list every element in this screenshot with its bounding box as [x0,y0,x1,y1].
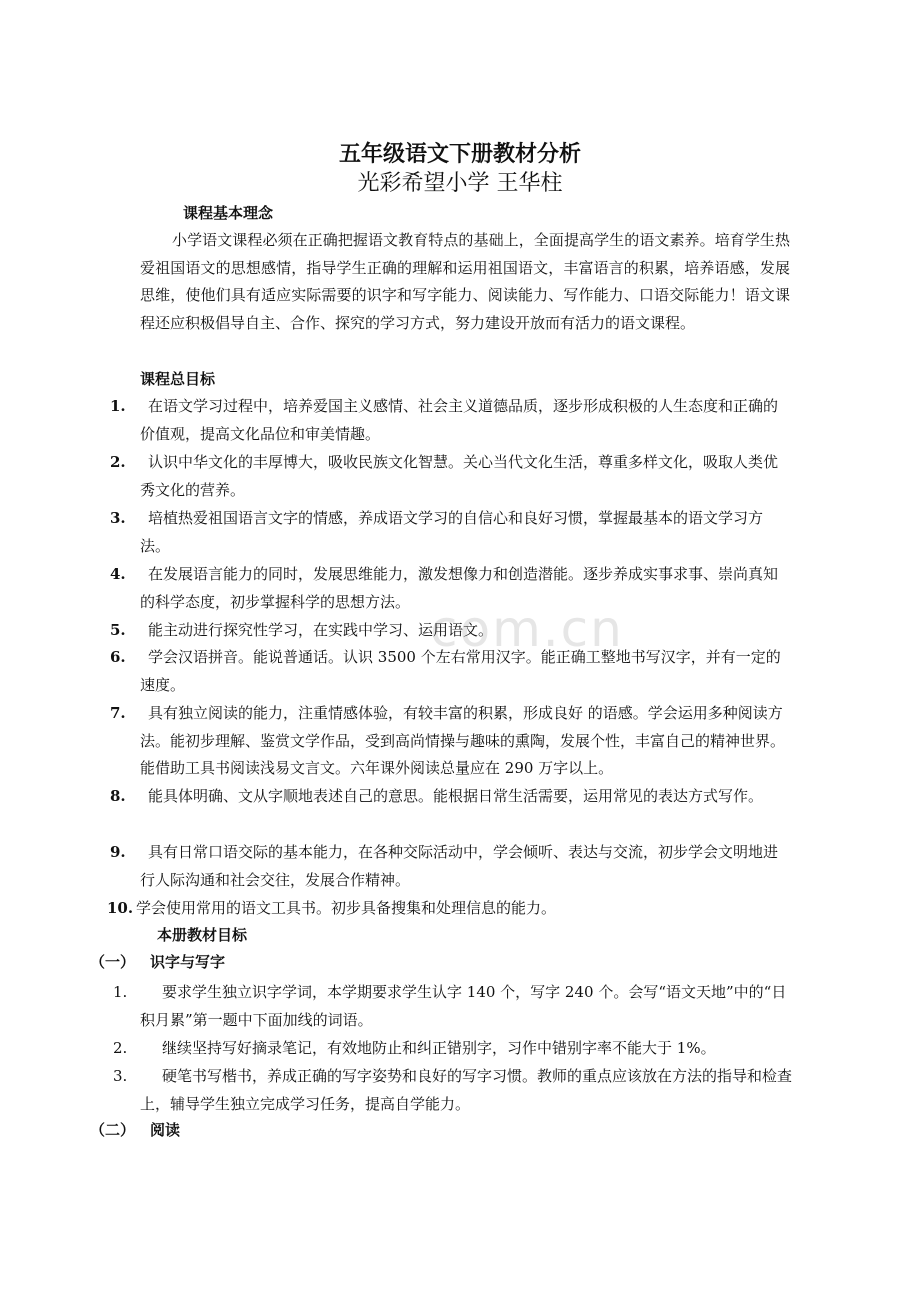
part-label: （一） [90,953,136,971]
goal-item [110,783,792,811]
goal-item [110,617,792,645]
part-title: 阅读 [150,1121,181,1139]
goal-item [110,393,792,448]
goal-number: 2. [110,453,126,471]
goal-text: 认识中华文化的丰厚博大，吸收民族文化智慧。关心当代文化生活，尊重多样文化，吸取人类优秀文化的营养。 [140,453,779,499]
literacy-text: 要求学生独立识字学词，本学期要求学生认字 140 个，写字 240 个。会写“语文天地”中的“日积月累”第一题中下面加线的词语。 [140,983,787,1029]
section-heading-overall-goals: 课程总目标 [140,370,216,388]
goal-item [107,895,792,923]
goal-number: 6. [110,648,126,666]
goal-number: 3. [110,509,126,527]
basic-concept-paragraph: 小学语文课程必须在正确把握语文教育特点的基础上，全面提高学生的语文素养。培育学生热爱祖国语文的思想感情，指导学生正确的理解和运用祖国语文，丰富语言的积累，培养语感，发展思维，使他们具有适应实际需要的识字和写字能力、阅读能力、写作能力、口语交际能力！语文课程还应积极倡导自主、合作、探究的学习方式，努力建设开放而有活力的语文课程。 [140,231,790,332]
goal-text: 在语文学习过程中，培养爱国主义感情、社会主义道德品质，逐步形成积极的人生态度和正确的价值观，提高文化品位和审美情趣。 [140,397,779,443]
goal-number: 8. [110,787,126,805]
goal-text: 学会汉语拼音。能说普通话。认识 3500 个左右常用汉字。能正确工整地书写汉字，并有一定的速度。 [140,648,781,694]
literacy-text: 硬笔书写楷书，养成正确的写字姿势和良好的写字习惯。教师的重点应该放在方法的指导和检查上，辅导学生独立完成学习任务，提高自学能力。 [140,1067,793,1113]
goal-item [110,644,792,699]
literacy-item [113,1035,792,1063]
document-subtitle: 光彩希望小学 王华柱 [357,171,563,196]
goal-item [110,839,792,894]
goal-number: 9. [110,843,126,861]
goal-number: 4. [110,565,126,583]
goal-number: 5. [110,621,126,639]
literacy-number: 2. [113,1039,128,1057]
goal-text: 具有独立阅读的能力，注重情感体验，有较丰富的积累，形成良好 的语感。学会运用多种阅读方法。能初步理解、鉴赏文学作品，受到高尚情操与趣味的熏陶，发展个性，丰富自己的精神世界。能借助工具书阅读浅易文言文。六年课外阅读总量应在 290 万字以上。 [140,704,786,777]
goal-text: 在发展语言能力的同时，发展思维能力，激发想像力和创造潜能。逐步养成实事求事、崇尚真知的科学态度，初步掌握科学的思想方法。 [140,565,779,611]
goal-number: 1. [110,397,126,415]
literacy-text: 继续坚持写好摘录笔记，有效地防止和纠正错别字，习作中错别字率不能大于 1%。 [162,1039,716,1057]
literacy-number: 1. [113,983,128,1001]
literacy-item [113,979,792,1034]
goal-text: 具有日常口语交际的基本能力，在各种交际活动中，学会倾听、表达与交流，初步学会文明地进行人际沟通和社会交往，发展合作精神。 [140,843,779,889]
section-heading-textbook-goals: 本册教材目标 [157,926,248,944]
goal-item [110,561,792,616]
goal-item [110,505,792,560]
part-title: 识字与写字 [150,953,226,971]
section-heading-basic-concept: 课程基本理念 [183,204,274,222]
goal-item [110,449,792,504]
document-title: 五年级语文下册教材分析 [338,141,581,167]
goal-item [110,700,792,783]
literacy-number: 3. [113,1067,128,1085]
goal-number: 10. [107,899,134,917]
goal-text: 能具体明确、文从字顺地表述自己的意思。能根据日常生活需要，运用常见的表达方式写作。 [148,787,764,805]
goal-text: 能主动进行探究性学习，在实践中学习、运用语文。 [148,621,494,639]
goal-text: 培植热爱祖国语言文字的情感，养成语文学习的自信心和良好习惯，掌握最基本的语文学习方法。 [140,509,764,555]
goal-text: 学会使用常用的语文工具书。初步具备搜集和处理信息的能力。 [136,899,557,917]
literacy-item [113,1063,793,1118]
part-label: （二） [90,1121,136,1139]
goal-number: 7. [110,704,126,722]
watermark: com.cn [430,600,624,658]
